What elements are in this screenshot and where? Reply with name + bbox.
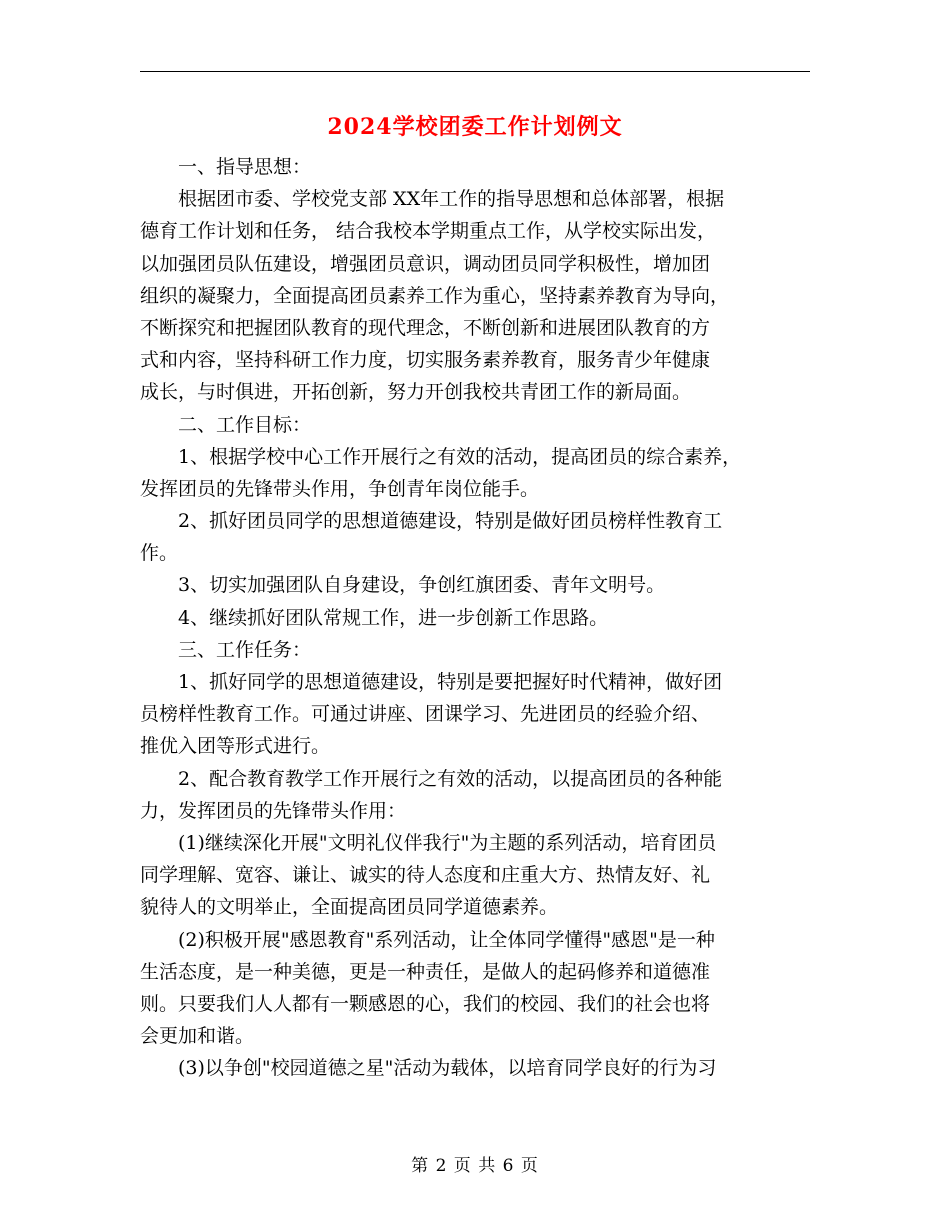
body-line: 1、根据学校中心工作开展行之有效的活动，提高团员的综合素养， [140, 445, 742, 468]
body-line: 员榜样性教育工作。可通过讲座、团课学习、先进团员的经验介绍、 [140, 703, 711, 726]
header-rule [140, 71, 810, 72]
body-line: 作。 [140, 542, 179, 565]
body-line: 以加强团员队伍建设，增强团员意识，调动团员同学积极性，增加团 [140, 252, 711, 275]
body-line: 式和内容，坚持科研工作力度，切实服务素养教育，服务青少年健康 [140, 349, 711, 372]
body-line: (3)以争创"校园道德之星"活动为载体，以培育同学良好的行为习 [140, 1057, 717, 1080]
body-line: 2、抓好团员同学的思想道德建设，特别是做好团员榜样性教育工 [140, 510, 723, 533]
document-body [140, 151, 820, 1084]
body-line: 一、指导思想： [140, 156, 312, 178]
page-footer: 第 2 页 共 6 页 [411, 1156, 539, 1176]
body-line: 生活态度，是一种美德，更是一种责任，是做人的起码修养和道德准 [140, 960, 711, 983]
body-line: 同学理解、宽容、谦让、诚实的待人态度和庄重大方、热情友好、礼 [140, 864, 711, 887]
body-line: 力，发挥团员的先锋带头作用： [140, 799, 407, 822]
document-title: 2024学校团委工作计划例文 [327, 114, 623, 140]
body-line: 德育工作计划和任务， 结合我校本学期重点工作，从学校实际出发， [140, 220, 717, 243]
body-line: 不断探究和把握团队教育的现代理念，不断创新和进展团队教育的方 [140, 316, 711, 339]
body-line: 1、抓好同学的思想道德建设，特别是要把握好时代精神，做好团 [140, 671, 723, 693]
body-line: 三、工作任务： [140, 638, 312, 661]
body-line: 二、工作目标： [140, 413, 312, 436]
body-line: 3、切实加强团队自身建设，争创红旗团委、青年文明号。 [140, 574, 666, 597]
body-line: (1)继续深化开展"文明礼仪伴我行"为主题的系列活动，培育团员 [140, 831, 717, 854]
body-line: 根据团市委、学校党支部 XX年工作的指导思想和总体部署，根据 [140, 188, 725, 211]
body-line: 推优入团等形式进行。 [140, 735, 331, 758]
body-line: 貌待人的文明举止，全面提高团员同学道德素养。 [140, 896, 559, 919]
body-line: 会更加和谐。 [140, 1025, 255, 1048]
body-line: 发挥团员的先锋带头作用，争创青年岗位能手。 [140, 477, 540, 500]
body-line: 4、继续抓好团队常规工作，进一步创新工作思路。 [140, 606, 609, 629]
body-line: 则。只要我们人人都有一颗感恩的心，我们的校园、我们的社会也将 [140, 992, 711, 1015]
body-line: 组织的凝聚力，全面提高团员素养工作为重心，坚持素养教育为导向， [140, 284, 730, 307]
body-line: (2)积极开展"感恩教育"系列活动，让全体同学懂得"感恩"是一种 [140, 928, 715, 951]
body-line: 2、配合教育教学工作开展行之有效的活动，以提高团员的各种能 [140, 767, 723, 790]
body-line: 成长，与时俱进，开拓创新，努力开创我校共青团工作的新局面。 [140, 381, 692, 404]
